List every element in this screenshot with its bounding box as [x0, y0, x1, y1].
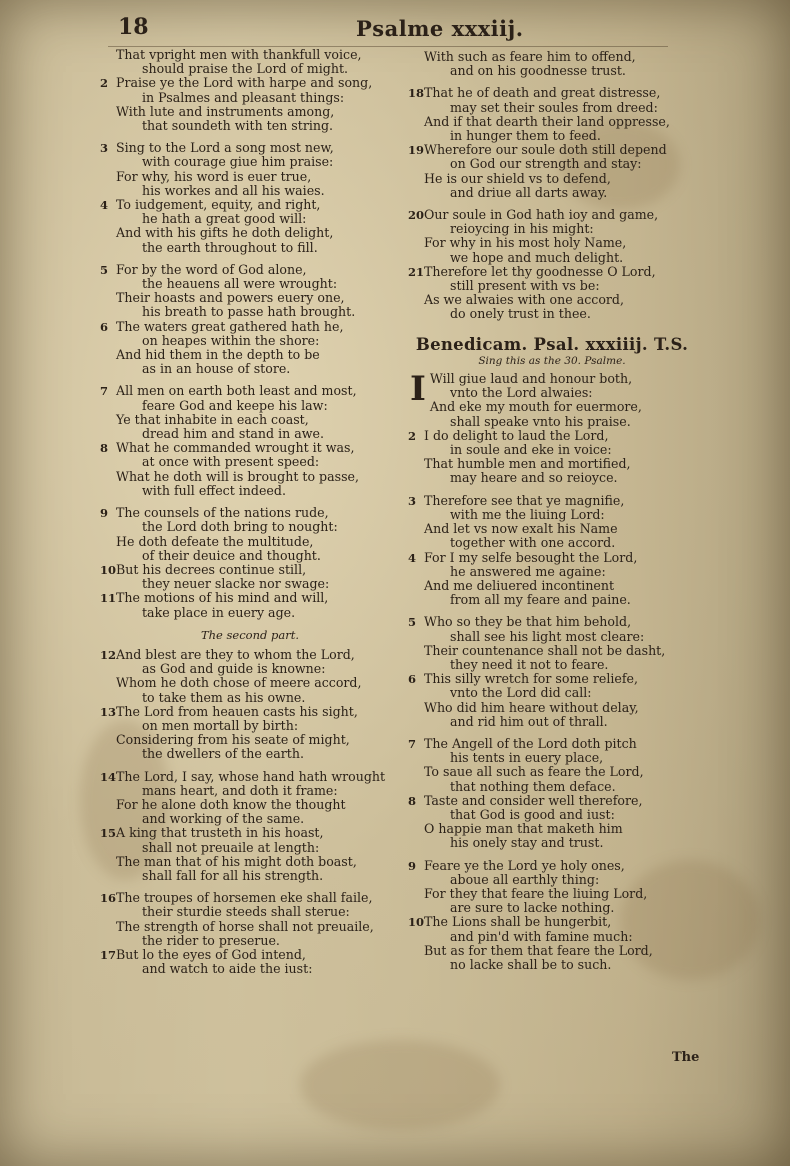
- line-text: This silly wretch for some reliefe,: [424, 671, 638, 687]
- verse-line: [408, 85, 692, 101]
- verse-number: 13: [100, 704, 117, 719]
- verse-line: [104, 184, 396, 198]
- line-text: Who did him heare without delay,: [424, 699, 639, 715]
- verse-line: [412, 808, 692, 822]
- verse-line: [104, 62, 396, 76]
- line-text: no lacke shall be to such.: [450, 956, 612, 972]
- catchword: The: [672, 1050, 700, 1065]
- line-text: they neuer slacke nor swage:: [142, 576, 330, 592]
- line-text: The Lord, I say, whose hand hath wrought: [116, 768, 386, 784]
- verse-line: [412, 873, 692, 887]
- verse-number: 4: [100, 198, 109, 213]
- verse-line: [408, 857, 692, 873]
- verse-line: [412, 958, 692, 972]
- verse-line: [412, 279, 692, 293]
- line-text: shall fall for all his strength.: [142, 867, 324, 883]
- verse-line: [408, 549, 692, 565]
- line-text: With lute and instruments among,: [116, 103, 335, 119]
- verse-line: [412, 64, 692, 78]
- line-text: the Lord doth bring to nought:: [142, 519, 338, 535]
- running-title: Psalme xxxiij.: [356, 16, 524, 41]
- verse-line: [104, 784, 396, 798]
- line-text: O happie man that maketh him: [424, 821, 623, 837]
- line-text: But his decrees continue still,: [116, 561, 307, 577]
- left-column: [100, 47, 396, 984]
- verse-line: [412, 751, 692, 765]
- verse-line: [100, 646, 396, 662]
- verse-line: [412, 457, 692, 471]
- stanza: [100, 646, 396, 762]
- line-text: Their countenance shall not be dasht,: [424, 642, 666, 658]
- verse-number: 6: [408, 672, 417, 687]
- line-text: shall see his light most cleare:: [450, 628, 645, 644]
- line-text: we hope and much delight.: [450, 249, 624, 265]
- verse-number: 20: [408, 208, 425, 223]
- line-text: The man that of his might doth boast,: [116, 853, 357, 869]
- verse-line: [412, 901, 692, 915]
- verse-line: [104, 155, 396, 169]
- verse-line: [100, 505, 396, 521]
- verse-line: [408, 427, 692, 443]
- verse-line: [412, 115, 692, 129]
- paper-stain: [300, 1040, 500, 1130]
- stanza: [100, 890, 396, 977]
- verse-line: [104, 427, 396, 441]
- line-text: vnto the Lord alwaies:: [450, 385, 593, 401]
- verse-number: 15: [100, 826, 117, 841]
- verse-line: [104, 747, 396, 761]
- line-text: reioycing in his might:: [450, 221, 594, 237]
- line-text: And with his gifts he doth delight,: [116, 225, 334, 241]
- line-text: on men mortall by birth:: [142, 717, 299, 733]
- stanza: [100, 140, 396, 255]
- verse-line: [412, 780, 692, 794]
- verse-number: 6: [100, 319, 109, 334]
- page-number: 18: [118, 14, 149, 40]
- verse-line: [100, 318, 396, 334]
- stanza: [408, 492, 692, 608]
- line-text: To iudgement, equity, and right,: [116, 197, 321, 213]
- verse-line: [104, 241, 396, 255]
- verse-line: [104, 226, 396, 240]
- verse-line: [412, 701, 692, 715]
- line-text: his tents in euery place,: [450, 750, 604, 766]
- line-text: And eke my mouth for euermore,: [429, 399, 642, 415]
- verse-line: [104, 362, 396, 376]
- line-text: Who so they be that him behold,: [424, 614, 632, 630]
- verse-line: [412, 251, 692, 265]
- verse-line: [104, 91, 396, 105]
- verse-line: [100, 140, 396, 156]
- verse-line: [412, 887, 692, 901]
- verse-line: [412, 579, 692, 593]
- verse-line: [412, 157, 692, 171]
- verse-line: [412, 443, 692, 457]
- line-text: with courage giue him praise:: [142, 154, 334, 170]
- verse-line: [104, 105, 396, 119]
- verse-line: [412, 471, 692, 485]
- line-text: For he alone doth know the thought: [116, 796, 346, 812]
- line-text: in hunger them to feed.: [450, 128, 601, 144]
- line-text: still present with vs be:: [450, 278, 600, 294]
- line-text: are sure to lacke nothing.: [450, 900, 615, 916]
- line-text: shall not preuaile at length:: [142, 839, 320, 855]
- verse-line: [100, 440, 396, 456]
- verse-line: [412, 307, 692, 321]
- verse-line: [412, 508, 692, 522]
- verse-line: [104, 470, 396, 484]
- line-text: do onely trust in thee.: [450, 306, 591, 322]
- line-text: his onely stay and trust.: [450, 835, 604, 851]
- line-text: A king that trusteth in his hoast,: [116, 825, 324, 841]
- line-text: And me deliuered incontinent: [424, 577, 615, 593]
- line-text: For why in his most holy Name,: [424, 235, 627, 251]
- line-text: Therefore see that ye magnifie,: [424, 492, 625, 508]
- line-text: dread him and stand in awe.: [142, 426, 324, 442]
- line-text: the earth throughout to fill.: [142, 239, 318, 255]
- verse-line: [104, 869, 396, 883]
- line-text: that God is good and iust:: [450, 806, 615, 822]
- stanza: [408, 207, 692, 322]
- line-text: Their hoasts and powers euery one,: [116, 290, 345, 306]
- line-text: For I my selfe besought the Lord,: [424, 549, 638, 565]
- line-text: Taste and consider well therefore,: [424, 792, 643, 808]
- line-text: with full effect indeed.: [142, 482, 286, 498]
- line-text: may heare and so reioyce.: [450, 470, 618, 486]
- verse-line: [100, 946, 396, 962]
- verse-number: 7: [100, 384, 109, 399]
- line-text: Praise ye the Lord with harpe and song,: [116, 75, 373, 91]
- verse-line: [412, 944, 692, 958]
- verse-number: 10: [100, 562, 117, 577]
- verse-number: 5: [100, 262, 109, 277]
- line-text: That vpright men with thankfull voice,: [116, 47, 362, 62]
- line-text: And if that dearth their land oppresse,: [424, 113, 670, 129]
- line-text: the rider to preserue.: [142, 932, 280, 948]
- verse-line: [104, 291, 396, 305]
- verse-line: [412, 186, 692, 200]
- line-text: The motions of his mind and will,: [116, 590, 329, 606]
- line-text: as in an house of store.: [142, 361, 291, 377]
- line-text: The strength of horse shall not preuaile,: [116, 918, 374, 934]
- verse-line: [412, 372, 692, 386]
- line-text: And hid them in the depth to be: [116, 347, 320, 363]
- line-text: He doth defeate the multitude,: [116, 533, 314, 549]
- line-text: The Lions shall be hungerbit,: [424, 914, 612, 930]
- line-text: that soundeth with ten string.: [142, 118, 334, 134]
- verse-line: [412, 522, 692, 536]
- verse-number: 9: [100, 506, 109, 521]
- verse-line: [100, 75, 396, 91]
- verse-line: [100, 768, 396, 784]
- line-text: Will giue laud and honour both,: [429, 371, 633, 387]
- verse-line: [100, 561, 396, 577]
- verse-line: [408, 614, 692, 630]
- verse-line: [408, 792, 692, 808]
- verse-number: 9: [408, 858, 417, 873]
- verse-line: [104, 549, 396, 563]
- verse-line: [104, 413, 396, 427]
- line-text: Our soule in God hath ioy and game,: [424, 207, 659, 223]
- line-text: and pin'd with famine much:: [450, 928, 633, 944]
- line-text: as God and guide is knowne:: [142, 661, 326, 677]
- stanza: [412, 50, 692, 78]
- verse-line: [412, 400, 692, 414]
- line-text: he hath a great good will:: [142, 211, 307, 227]
- line-text: and on his goodnesse trust.: [450, 63, 626, 79]
- line-text: To saue all such as feare the Lord,: [424, 764, 644, 780]
- line-text: Therefore let thy goodnesse O Lord,: [424, 263, 656, 279]
- verse-line: [100, 590, 396, 606]
- verse-line: [104, 676, 396, 690]
- line-text: and working of the same.: [142, 811, 305, 827]
- line-text: with me the liuing Lord:: [450, 506, 605, 522]
- verse-line: [412, 765, 692, 779]
- line-text: That humble men and mortified,: [424, 456, 631, 472]
- stanza: [100, 768, 396, 884]
- line-text: they need it not to feare.: [450, 656, 609, 672]
- verse-line: [412, 536, 692, 550]
- verse-line: [104, 934, 396, 948]
- verse-number: 7: [408, 736, 417, 751]
- verse-line: [412, 293, 692, 307]
- line-text: at once with present speed:: [142, 454, 320, 470]
- line-text: from all my feare and paine.: [450, 592, 631, 608]
- verse-number: 16: [100, 891, 117, 906]
- line-text: For by the word of God alone,: [116, 261, 307, 277]
- tune-note: Sing this as the 30. Psalme.: [478, 354, 626, 367]
- line-text: But as for them that feare the Lord,: [424, 942, 653, 958]
- line-text: But lo the eyes of God intend,: [116, 946, 306, 962]
- verse-line: [412, 930, 692, 944]
- verse-line: [104, 733, 396, 747]
- line-text: aboue all earthly thing:: [450, 871, 600, 887]
- verse-number: 8: [100, 441, 109, 456]
- line-text: All men on earth both least and most,: [116, 383, 357, 399]
- line-text: Considering from his seate of might,: [116, 732, 350, 748]
- verse-line: [408, 142, 692, 158]
- line-text: and driue all darts away.: [450, 184, 608, 200]
- line-text: together with one accord.: [450, 535, 616, 551]
- verse-line: [412, 630, 692, 644]
- line-text: and rid him out of thrall.: [450, 713, 608, 729]
- verse-line: [412, 565, 692, 579]
- line-text: Wherefore our soule doth still depend: [424, 142, 667, 158]
- line-text: Sing to the Lord a song most new,: [116, 140, 334, 156]
- line-text: that nothing them deface.: [450, 778, 616, 794]
- verse-line: [408, 735, 692, 751]
- verse-number: 3: [100, 141, 109, 156]
- stanza: [408, 85, 692, 200]
- verse-number: 5: [408, 615, 417, 630]
- verse-line: [412, 686, 692, 700]
- stanza: [408, 857, 692, 973]
- verse-line: [412, 415, 692, 429]
- stanza: [100, 505, 396, 620]
- line-text: What he commanded wrought it was,: [116, 440, 355, 456]
- verse-line: [408, 207, 692, 223]
- verse-line: [104, 119, 396, 133]
- line-text: Ye that inhabite in each coast,: [116, 411, 309, 427]
- verse-line: [412, 715, 692, 729]
- line-text: to take them as his owne.: [142, 689, 306, 705]
- line-text: Whom he doth chose of meere accord,: [116, 675, 362, 691]
- stanza: [100, 261, 396, 377]
- line-text: That he of death and great distresse,: [424, 85, 661, 101]
- verse-line: [408, 492, 692, 508]
- verse-number: 4: [408, 550, 417, 565]
- verse-line: [104, 577, 396, 591]
- verse-line: [104, 798, 396, 812]
- verse-number: 12: [100, 647, 117, 662]
- line-text: Feare ye the Lord ye holy ones,: [424, 857, 625, 873]
- verse-line: [408, 263, 692, 279]
- line-text: their sturdie steeds shall sterue:: [142, 904, 350, 920]
- verse-line: [100, 703, 396, 719]
- verse-line: [412, 172, 692, 186]
- verse-line: [104, 812, 396, 826]
- verse-line: [100, 890, 396, 906]
- line-text: he answered me againe:: [450, 563, 606, 579]
- line-text: on heapes within the shore:: [142, 332, 320, 348]
- verse-line: [104, 455, 396, 469]
- line-text: may set their soules from dreed:: [450, 99, 658, 115]
- left-stanzas-part-one: [100, 47, 396, 620]
- verse-line: [104, 348, 396, 362]
- verse-number: 10: [408, 915, 425, 930]
- left-stanzas-part-two: [100, 646, 396, 977]
- verse-line: [412, 101, 692, 115]
- line-text: The Lord from heauen casts his sight,: [116, 703, 358, 719]
- line-text: in soule and eke in voice:: [450, 442, 612, 458]
- verse-line: [104, 905, 396, 919]
- verse-number: 21: [408, 264, 425, 279]
- verse-line: [412, 836, 692, 850]
- verse-number: 2: [100, 76, 109, 91]
- verse-line: [104, 170, 396, 184]
- stanza: [408, 735, 692, 851]
- verse-line: [104, 920, 396, 934]
- line-text: For why, his word is euer true,: [116, 168, 312, 184]
- stanza: [408, 369, 692, 486]
- line-text: on God our strength and stay:: [450, 156, 642, 172]
- line-text: should praise the Lord of might.: [142, 61, 349, 77]
- line-text: The waters great gathered hath he,: [116, 318, 344, 334]
- line-text: I do delight to laud the Lord,: [424, 427, 609, 443]
- verse-number: 2: [408, 428, 417, 443]
- verse-line: [104, 399, 396, 413]
- verse-line: [412, 236, 692, 250]
- verse-number: 18: [408, 86, 425, 101]
- line-text: the heauens all were wrought:: [142, 276, 338, 292]
- line-text: of their deuice and thought.: [142, 547, 321, 563]
- verse-number: 17: [100, 947, 117, 962]
- verse-line: [104, 855, 396, 869]
- verse-number: 19: [408, 143, 425, 158]
- line-text: take place in euery age.: [142, 604, 296, 620]
- stanza: [408, 614, 692, 729]
- verse-line: [104, 484, 396, 498]
- verse-line: [412, 644, 692, 658]
- right-stanzas-psalm-33-end: [408, 49, 692, 322]
- verse-line: [100, 197, 396, 213]
- verse-line: [104, 662, 396, 676]
- line-text: He is our shield vs to defend,: [424, 170, 611, 186]
- verse-line: [104, 719, 396, 733]
- verse-line: [104, 606, 396, 620]
- verse-number: 14: [100, 769, 117, 784]
- line-text: The Angell of the Lord doth pitch: [424, 735, 637, 751]
- verse-number: 11: [100, 591, 117, 606]
- verse-line: [104, 334, 396, 348]
- line-text: As we alwaies with one accord,: [424, 292, 624, 308]
- verse-line: [412, 593, 692, 607]
- line-text: The troupes of horsemen eke shall faile,: [116, 890, 373, 906]
- line-text: What he doth will is brought to passe,: [116, 468, 359, 484]
- verse-line: [408, 914, 692, 930]
- psalm-title: Benedicam. Psal. xxxiiij. T.S.: [415, 334, 689, 354]
- line-text: in Psalmes and pleasant things:: [142, 89, 345, 105]
- verse-number: 8: [408, 793, 417, 808]
- verse-line: [412, 50, 692, 64]
- line-text: vnto the Lord did call:: [450, 685, 592, 701]
- part-heading: The second part.: [200, 627, 300, 642]
- verse-line: [412, 386, 692, 400]
- stanza: [100, 383, 396, 498]
- right-stanzas-psalm-34: [408, 369, 692, 972]
- verse-line: [408, 671, 692, 687]
- verse-line: [104, 535, 396, 549]
- line-text: With such as feare him to offend,: [424, 49, 636, 64]
- verse-line: [100, 825, 396, 841]
- line-text: the dwellers of the earth.: [142, 746, 304, 762]
- line-text: And blest are they to whom the Lord,: [116, 646, 355, 662]
- verse-line: [412, 222, 692, 236]
- line-text: feare God and keepe his law:: [142, 397, 328, 413]
- verse-line: [104, 691, 396, 705]
- verse-line: [104, 212, 396, 226]
- verse-line: [412, 658, 692, 672]
- verse-line: [412, 129, 692, 143]
- right-column: [408, 49, 692, 980]
- verse-line: [104, 841, 396, 855]
- verse-line: [104, 520, 396, 534]
- line-text: And let vs now exalt his Name: [424, 521, 618, 537]
- verse-line: [104, 277, 396, 291]
- line-text: For they that feare the liuing Lord,: [424, 885, 648, 901]
- drop-cap: I: [410, 369, 426, 410]
- line-text: and watch to aide the iust:: [142, 961, 313, 977]
- line-text: his breath to passe hath brought.: [142, 304, 356, 320]
- line-text: his workes and all his waies.: [142, 182, 325, 198]
- verse-line: [104, 305, 396, 319]
- verse-line: [100, 383, 396, 399]
- line-text: shall speake vnto his praise.: [450, 413, 631, 429]
- verse-line: [104, 48, 396, 62]
- line-text: The counsels of the nations rude,: [116, 505, 329, 521]
- verse-line: [104, 962, 396, 976]
- stanza: [100, 47, 396, 134]
- verse-number: 3: [408, 493, 417, 508]
- verse-line: [100, 261, 396, 277]
- verse-line: [412, 822, 692, 836]
- line-text: mans heart, and doth it frame:: [142, 782, 338, 798]
